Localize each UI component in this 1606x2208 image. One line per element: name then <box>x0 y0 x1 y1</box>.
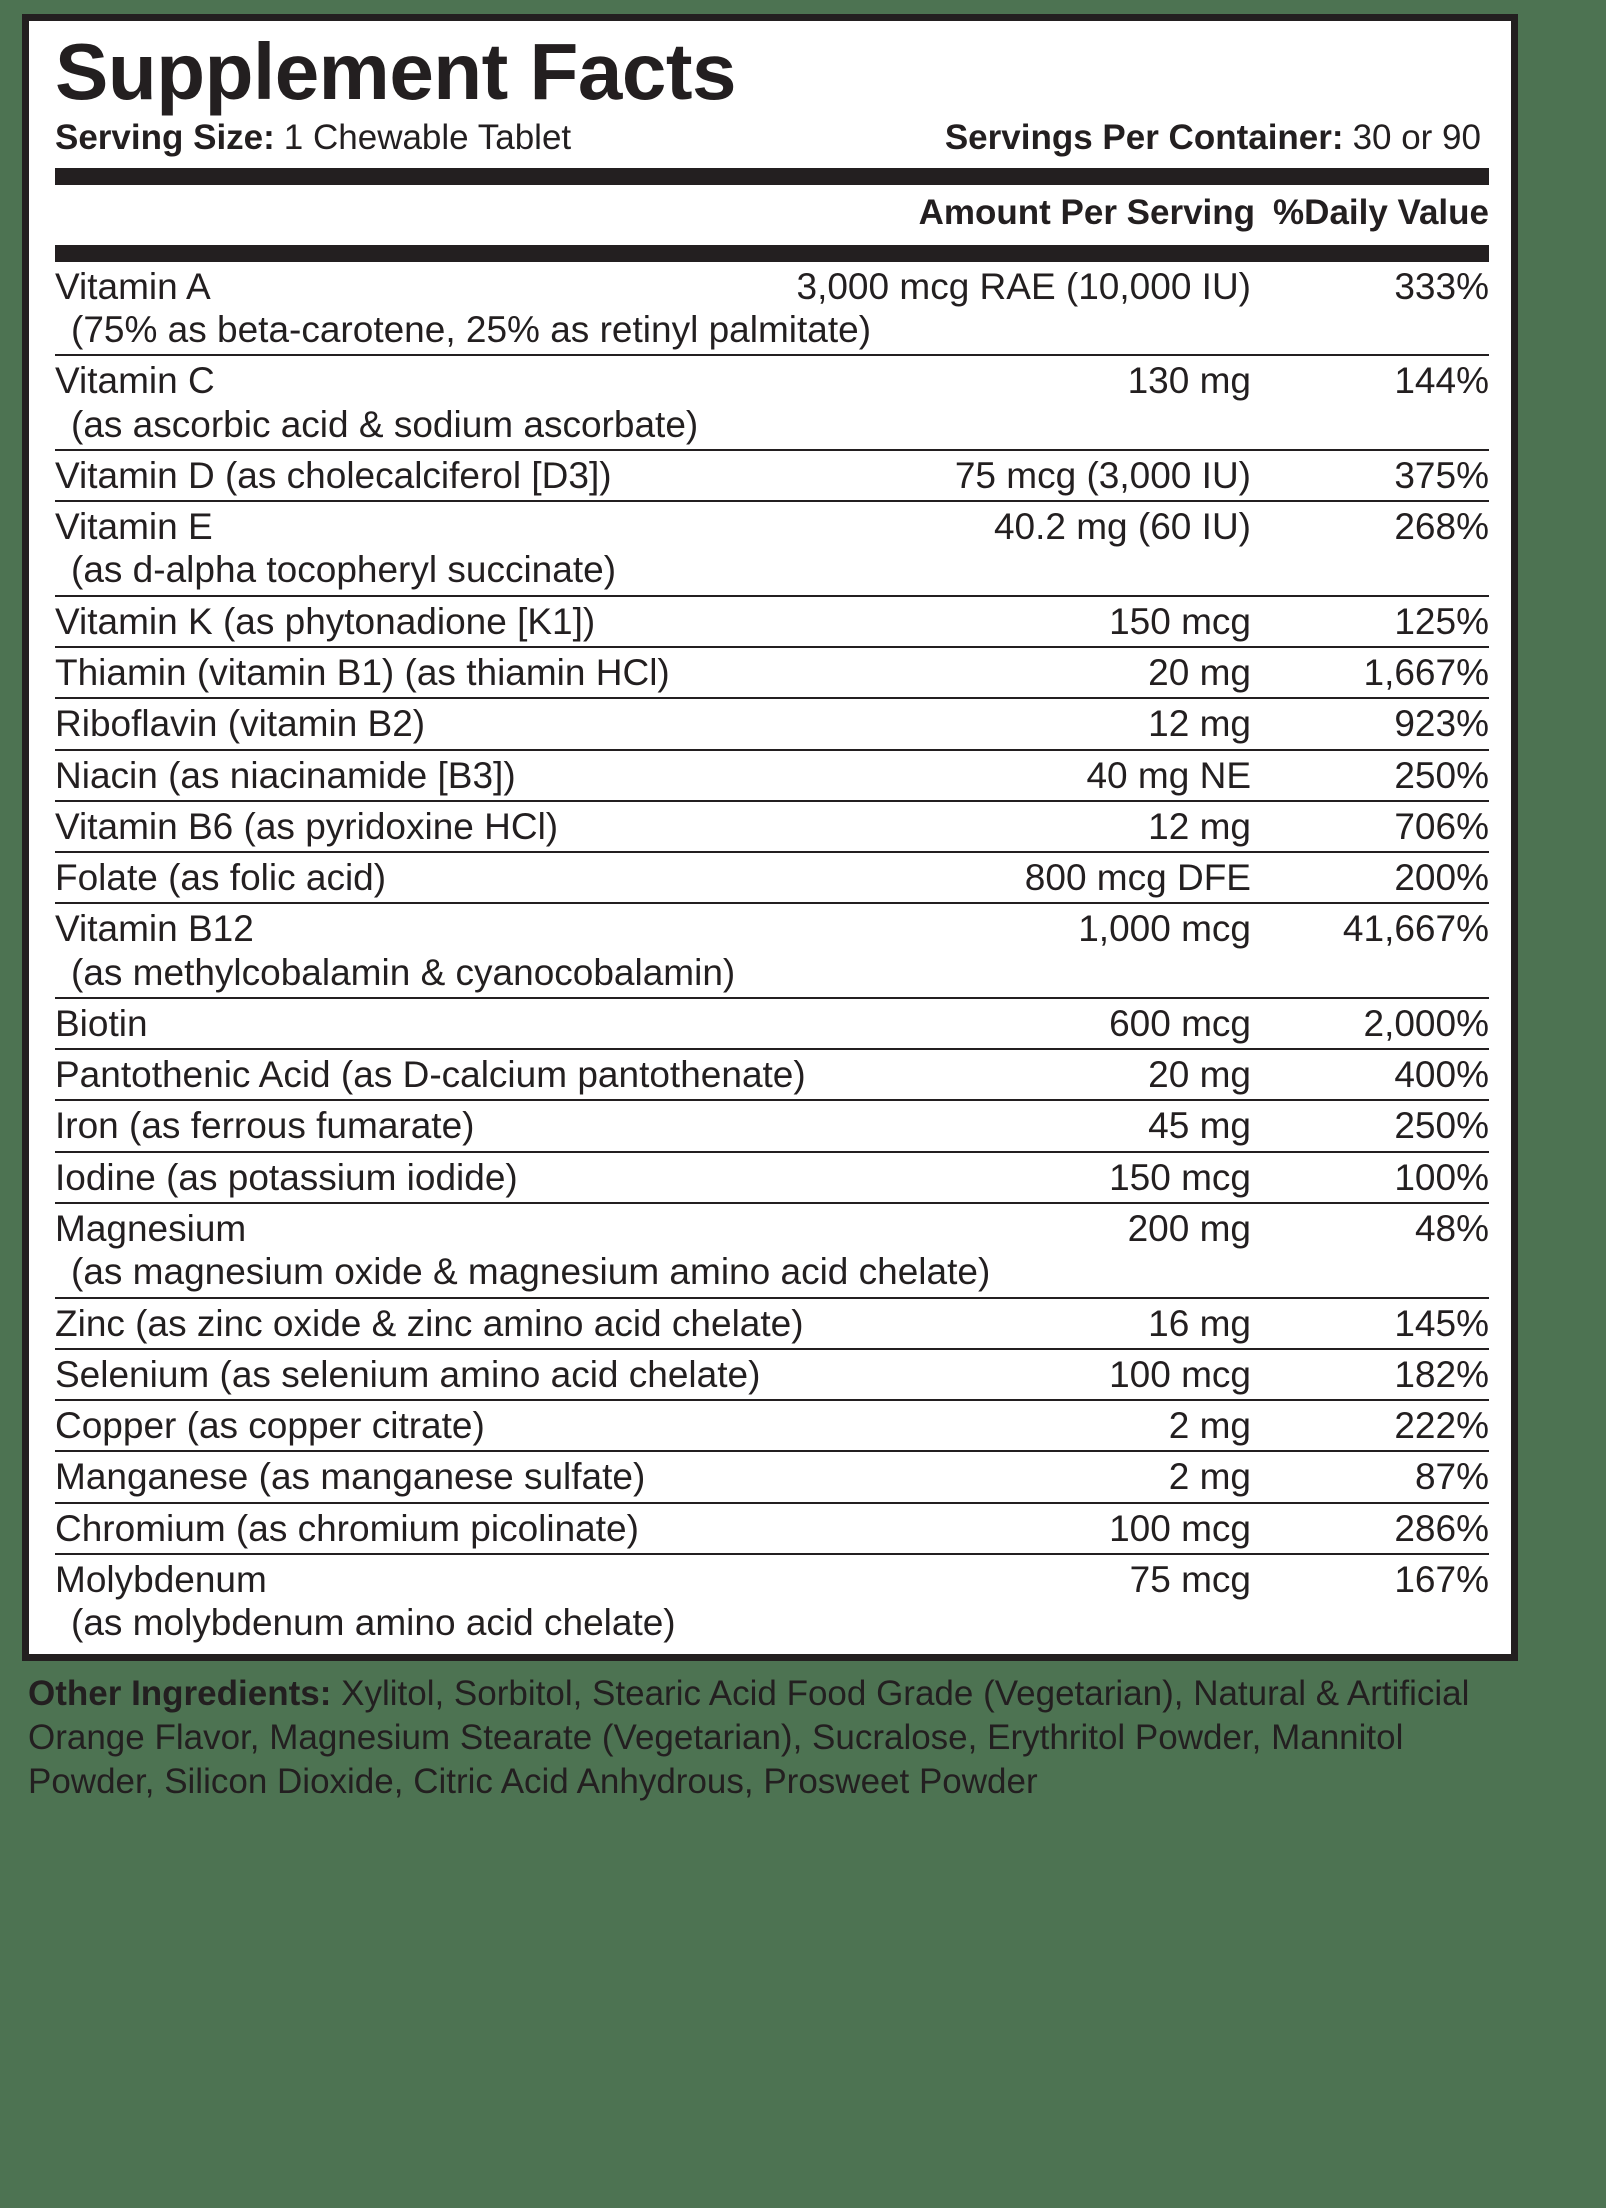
nutrient-main-line <box>55 454 1489 497</box>
nutrient-daily-value: 333% <box>1394 265 1489 307</box>
nutrient-amount: 20 mg <box>1148 651 1251 693</box>
table-row <box>55 1348 1489 1399</box>
nutrient-amount: 20 mg <box>1148 1054 1251 1096</box>
nutrient-name: Zinc (as zinc oxide & zinc amino acid chelate) <box>55 1302 804 1344</box>
nutrient-daily-value: 286% <box>1394 1507 1489 1549</box>
nutrient-main-line <box>55 805 1489 848</box>
nutrient-amount: 40 mg NE <box>1086 754 1251 796</box>
nutrient-amount: 100 mcg <box>1109 1507 1251 1549</box>
table-row <box>55 595 1489 646</box>
table-row <box>55 1553 1489 1648</box>
nutrient-source-note: (as magnesium oxide & magnesium amino acid chelate) <box>71 1251 991 1293</box>
nutrient-name: Selenium (as selenium amino acid chelate) <box>55 1353 761 1395</box>
nutrient-main-line <box>55 1353 1489 1396</box>
nutrient-amount: 75 mcg <box>1129 1559 1251 1600</box>
nutrient-daily-value: 706% <box>1394 805 1489 847</box>
nutrient-source-note: (as ascorbic acid & sodium ascorbate) <box>71 403 699 445</box>
nutrient-daily-value: 87% <box>1414 1456 1489 1498</box>
nutrient-amount: 100 mcg <box>1109 1353 1251 1395</box>
nutrient-amount: 800 mcg DFE <box>1024 857 1251 899</box>
nutrient-name: Vitamin B6 (as pyridoxine HCl) <box>55 805 559 847</box>
nutrient-source-note: (as d-alpha tocopheryl succinate) <box>71 549 617 591</box>
nutrient-daily-value: 41,667% <box>1342 908 1489 950</box>
nutrient-amount: 45 mg <box>1148 1105 1251 1147</box>
nutrient-name: Copper (as copper citrate) <box>55 1405 485 1447</box>
table-row <box>55 851 1489 902</box>
nutrient-daily-value: 182% <box>1394 1353 1489 1395</box>
nutrient-daily-value: 200% <box>1394 857 1489 899</box>
nutrient-name: Niacin (as niacinamide [B3]) <box>55 754 516 796</box>
nutrient-daily-value: 923% <box>1394 703 1489 745</box>
nutrient-main-line <box>55 1507 1489 1550</box>
nutrient-amount: 130 mg <box>1127 360 1251 402</box>
nutrient-name: Vitamin D (as cholecalciferol [D3]) <box>55 454 612 496</box>
table-row <box>55 1450 1489 1501</box>
nutrient-main-line <box>55 265 1489 308</box>
nutrient-daily-value: 144% <box>1394 360 1489 402</box>
table-row <box>55 1399 1489 1450</box>
serving-size-label: Serving Size: <box>55 118 275 158</box>
nutrient-source-note: (as methylcobalamin & cyanocobalamin) <box>71 951 736 993</box>
nutrient-amount: 150 mcg <box>1109 600 1251 642</box>
nutrient-name: Molybdenum <box>55 1559 267 1600</box>
nutrient-daily-value: 125% <box>1394 600 1489 642</box>
nutrient-daily-value: 268% <box>1394 506 1489 548</box>
other-ingredients <box>28 1672 1528 1804</box>
nutrient-amount: 12 mg <box>1148 805 1251 847</box>
column-headers <box>55 185 1489 241</box>
table-row <box>55 902 1489 997</box>
nutrient-main-line <box>55 1002 1489 1045</box>
nutrient-name: Chromium (as chromium picolinate) <box>55 1507 639 1549</box>
nutrient-name: Iodine (as potassium iodide) <box>55 1156 518 1198</box>
nutrient-daily-value: 400% <box>1394 1054 1489 1096</box>
table-row <box>55 354 1489 449</box>
table-row <box>55 1297 1489 1348</box>
nutrient-daily-value: 167% <box>1394 1559 1489 1600</box>
table-row <box>55 1048 1489 1099</box>
nutrient-main-line <box>55 1053 1489 1096</box>
nutrient-daily-value: 1,667% <box>1363 651 1489 693</box>
nutrient-name: Magnesium <box>55 1208 247 1250</box>
nutrient-name: Thiamin (vitamin B1) (as thiamin HCl) <box>55 651 670 693</box>
nutrient-amount: 12 mg <box>1148 703 1251 745</box>
table-row <box>55 997 1489 1048</box>
nutrient-amount: 2 mg <box>1168 1405 1251 1447</box>
servings-per-container <box>945 117 1481 158</box>
page-title: Supplement Facts <box>55 27 737 116</box>
nutrient-name: Biotin <box>55 1002 148 1044</box>
nutrient-main-line <box>55 1558 1489 1601</box>
nutrient-amount: 2 mg <box>1168 1456 1251 1498</box>
table-row <box>55 697 1489 748</box>
serving-size <box>55 117 571 158</box>
nutrient-name: Riboflavin (vitamin B2) <box>55 703 426 745</box>
nutrient-name: Vitamin K (as phytonadione [K1]) <box>55 600 596 642</box>
table-row <box>55 800 1489 851</box>
nutrient-name: Manganese (as manganese sulfate) <box>55 1456 646 1498</box>
nutrient-name: Vitamin C <box>55 360 215 402</box>
nutrient-amount: 200 mg <box>1127 1208 1251 1250</box>
nutrient-main-line <box>55 651 1489 694</box>
nutrient-main-line <box>55 1207 1489 1250</box>
supplement-facts-label <box>22 14 1584 1804</box>
nutrient-amount: 150 mcg <box>1109 1156 1251 1198</box>
nutrient-name: Vitamin B12 <box>55 908 254 950</box>
nutrient-daily-value: 100% <box>1394 1156 1489 1198</box>
nutrient-daily-value: 250% <box>1394 754 1489 796</box>
nutrient-main-line <box>55 359 1489 402</box>
nutrient-amount: 40.2 mg (60 IU) <box>993 506 1251 548</box>
divider-thick-top <box>55 168 1489 185</box>
nutrient-amount: 1,000 mcg <box>1078 908 1251 950</box>
servings-per-container-value: 30 or 90 <box>1352 118 1481 158</box>
nutrient-daily-value: 2,000% <box>1363 1002 1489 1044</box>
nutrient-main-line <box>55 600 1489 643</box>
daily-value-header: %Daily Value <box>1273 192 1489 232</box>
nutrient-main-line <box>55 1404 1489 1447</box>
nutrient-daily-value: 222% <box>1394 1405 1489 1447</box>
nutrient-main-line <box>55 1156 1489 1199</box>
table-row <box>55 449 1489 500</box>
table-row <box>55 646 1489 697</box>
divider-thick-below-headers <box>55 245 1489 262</box>
table-row <box>55 1502 1489 1553</box>
nutrient-main-line <box>55 702 1489 745</box>
nutrient-daily-value: 250% <box>1394 1105 1489 1147</box>
table-row <box>55 749 1489 800</box>
nutrient-amount: 600 mcg <box>1109 1002 1251 1044</box>
nutrient-name: Folate (as folic acid) <box>55 857 387 899</box>
nutrient-main-line <box>55 1302 1489 1345</box>
nutrient-amount: 75 mcg (3,000 IU) <box>954 454 1251 496</box>
table-row <box>55 262 1489 355</box>
serving-information <box>55 117 1489 158</box>
table-row <box>55 1202 1489 1297</box>
nutrient-source-note: (as molybdenum amino acid chelate) <box>71 1602 676 1644</box>
nutrient-main-line <box>55 1455 1489 1498</box>
nutrient-main-line <box>55 754 1489 797</box>
nutrient-daily-value: 375% <box>1394 454 1489 496</box>
table-row <box>55 1151 1489 1202</box>
table-row <box>55 1099 1489 1150</box>
serving-size-value: 1 Chewable Tablet <box>283 118 572 158</box>
nutrient-daily-value: 48% <box>1414 1208 1489 1250</box>
nutrient-name: Pantothenic Acid (as D-calcium pantothenate) <box>55 1054 806 1096</box>
nutrient-daily-value: 145% <box>1394 1302 1489 1344</box>
nutrient-main-line <box>55 907 1489 950</box>
supplement-facts-panel <box>22 14 1518 1661</box>
nutrient-table <box>55 262 1489 1648</box>
nutrient-name: Vitamin A <box>55 265 211 307</box>
amount-per-serving-header: Amount Per Serving <box>918 192 1256 232</box>
nutrient-main-line <box>55 505 1489 548</box>
other-ingredients-text: Xylitol, Sorbitol, Stearic Acid Food Grade (Vegetarian), Natural & Artificial Orange Flavor, Magnesium Stearate (Vegetarian), Sucralose, Erythritol Powder, Mannitol Powder, Silicon Dioxide, Citric Acid Anhydrous, Prosweet Powder <box>28 1673 1470 1801</box>
nutrient-main-line <box>55 856 1489 899</box>
nutrient-source-note: (75% as beta-carotene, 25% as retinyl palmitate) <box>71 308 872 350</box>
other-ingredients-label: Other Ingredients: <box>28 1673 332 1713</box>
nutrient-name: Iron (as ferrous fumarate) <box>55 1105 475 1147</box>
table-row <box>55 500 1489 595</box>
nutrient-name: Vitamin E <box>55 506 213 548</box>
nutrient-main-line <box>55 1104 1489 1147</box>
nutrient-amount: 3,000 mcg RAE (10,000 IU) <box>796 265 1251 307</box>
nutrient-amount: 16 mg <box>1148 1302 1251 1344</box>
servings-per-container-label: Servings Per Container: <box>944 118 1344 158</box>
